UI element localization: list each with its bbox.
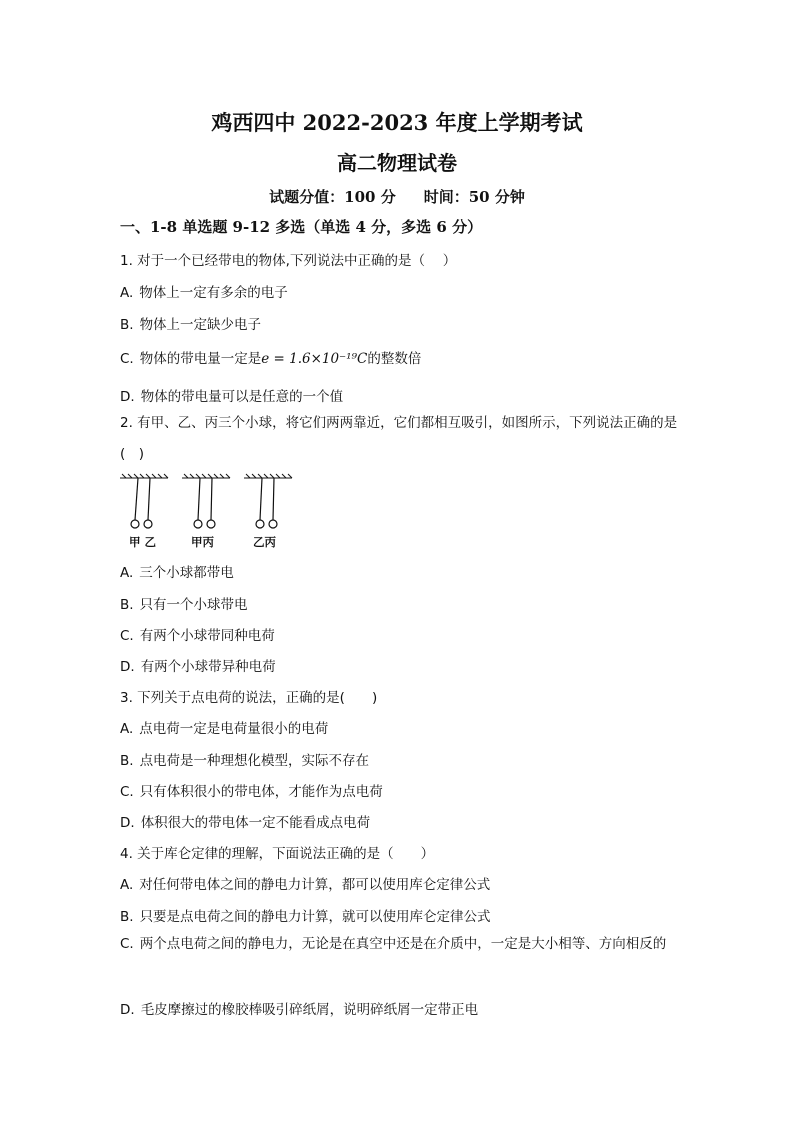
question-4-stem: 4. 关于库仑定律的理解，下面说法正确的是（ ） [120,846,435,862]
question-2-option-a: A. 三个小球都带电 [120,565,234,581]
ceiling-3 [244,474,292,478]
question-4-option-a: A. 对任何带电体之间的静电力计算，都可以使用库仑定律公式 [120,877,491,893]
figure-caption-2: 甲丙 [191,535,214,549]
ceiling-2 [182,474,230,478]
question-3-option-a: A. 点电荷一定是电荷量很小的电荷 [120,721,329,737]
hanging-balls-diagram [118,472,298,552]
question-1-option-a: A. 物体上一定有多余的电子 [120,285,288,301]
pendulum-pair-1 [131,478,152,528]
question-4-option-b: B. 只要是点电荷之间的静电力计算，就可以使用库仑定律公式 [120,909,491,925]
time-label: 时间：50 分钟 [423,188,525,206]
question-1-option-d: D. 物体的带电量可以是任意的一个值 [120,389,344,405]
question-3-option-d: D. 体积很大的带电体一定不能看成点电荷 [120,815,371,831]
question-3-option-b: B. 点电荷是一种理想化模型，实际不存在 [120,753,370,769]
hanging-balls-figure [118,472,298,552]
question-2-option-d: D. 有两个小球带异种电荷 [120,659,276,675]
section-heading: 一、1-8 单选题 9-12 多选（单选 4 分，多选 6 分） [120,218,483,236]
question-4-option-c: C. 两个点电荷之间的静电力，无论是在真空中还是在介质中，一定是大小相等、方向相反的 [120,936,667,952]
question-1-stem: 1. 对于一个已经带电的物体,下列说法中正确的是（ ） [120,253,457,269]
exam-title: 鸡西四中 2022-2023 年度上学期考试 [211,110,583,135]
question-4-option-d: D. 毛皮摩擦过的橡胶棒吸引碎纸屑，说明碎纸屑一定带正电 [120,1002,479,1018]
question-1-option-b: B. 物体上一定缺少电子 [120,317,262,333]
question-2-option-c: C. 有两个小球带同种电荷 [120,628,275,644]
subject-title: 高二物理试卷 [337,151,457,175]
pendulum-pair-2 [194,478,215,528]
figure-caption-1: 甲 乙 [129,535,157,549]
charge-formula: e = 1.6×10⁻¹⁹C [261,351,368,367]
exam-info [0,186,794,207]
question-3-stem: 3. 下列关于点电荷的说法，正确的是( ) [120,690,378,706]
question-3-option-c: C. 只有体积很小的带电体，才能作为点电荷 [120,784,383,800]
question-1-option-c: C. 物体的带电量一定是e = 1.6×10⁻¹⁹C的整数倍 [120,351,422,367]
figure-caption-3: 乙丙 [253,535,276,549]
pendulum-pair-3 [256,478,277,528]
question-2-option-b: B. 只有一个小球带电 [120,597,248,613]
ceiling-1 [120,474,168,478]
score-label: 试题分值：100 分 [269,188,396,206]
question-2-stem: 2. 有甲、乙、丙三个小球，将它们两两靠近，它们都相互吸引，如图所示，下列说法正确的是( ) [120,415,678,462]
